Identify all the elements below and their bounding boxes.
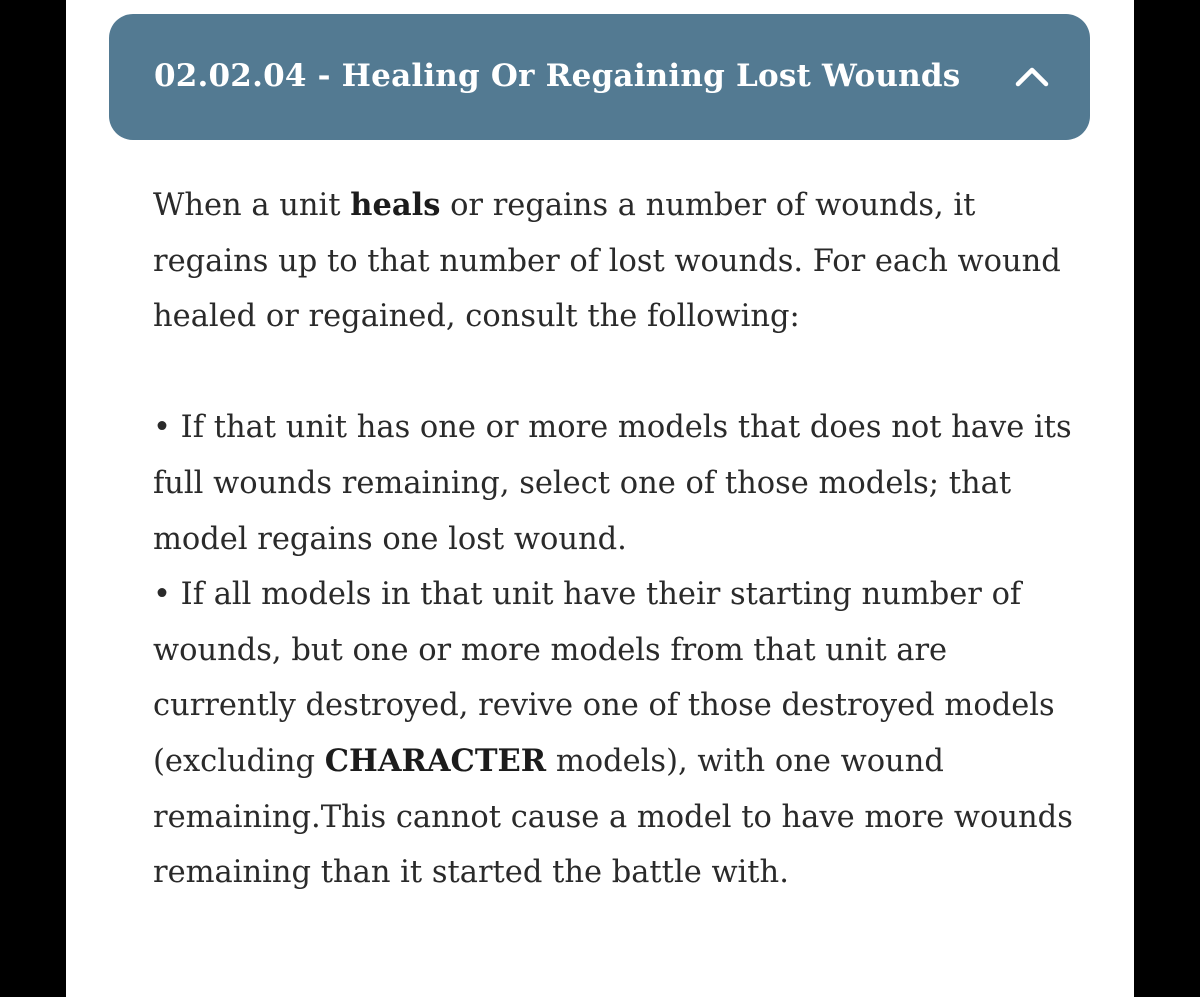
bullet-2-text-post: models), with one wound remaining.This cannot cause a model to have more wounds remaining than it started the battle with. xyxy=(153,743,1073,891)
section-title: 02.02.04 - Healing Or Regaining Lost Wounds xyxy=(154,58,961,94)
keyword-character: CHARACTER xyxy=(324,742,547,779)
section-content xyxy=(153,178,1073,901)
chevron-up-icon[interactable] xyxy=(1014,64,1050,88)
accordion-header[interactable] xyxy=(109,14,1090,140)
intro-paragraph xyxy=(153,178,1073,345)
intro-text-post: or regains a number of wounds, it regains up to that number of lost wounds. For each wound healed or regained, consult the following: xyxy=(153,188,1061,335)
paragraph-spacer xyxy=(153,345,1073,401)
page-panel xyxy=(66,0,1134,997)
keyword-heals: heals xyxy=(350,187,441,223)
intro-text-pre: When a unit xyxy=(153,188,351,223)
bullet-2-text-pre: • If all models in that unit have their starting number of wounds, but one or more models from that unit are currently destroyed, revive one of those destroyed models (excluding xyxy=(153,577,1055,779)
bullet-item-2 xyxy=(153,567,1073,901)
bullet-item-1: • If that unit has one or more models that does not have its full wounds remaining, select one of those models; that model regains one lost wound. xyxy=(153,410,1072,557)
